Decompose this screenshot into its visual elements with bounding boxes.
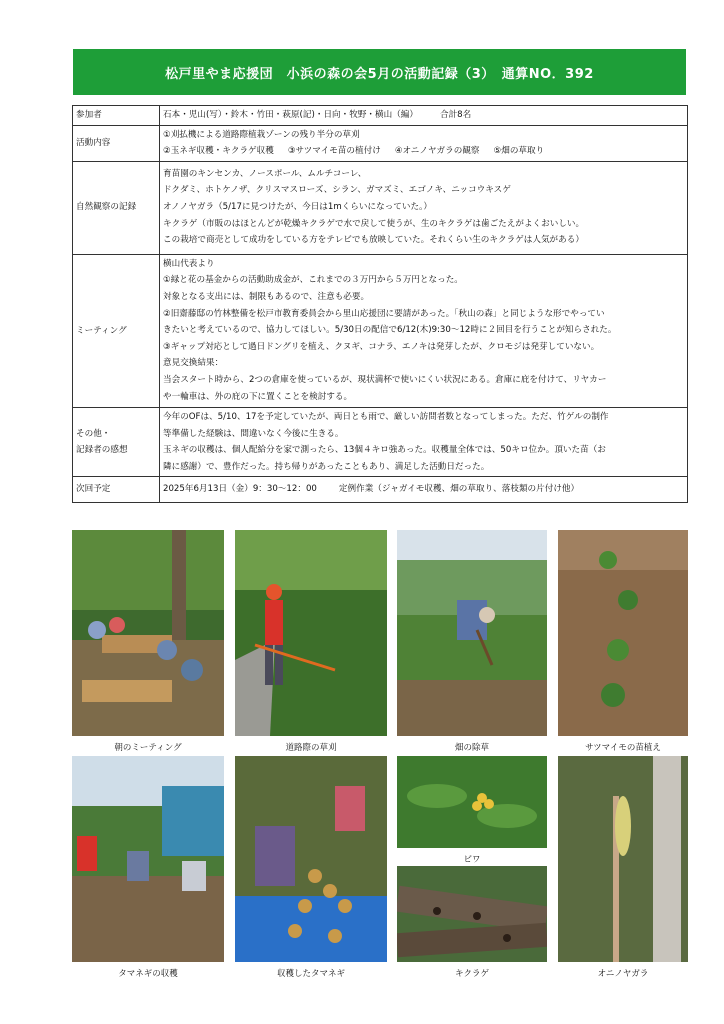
meeting-line: や一輪車は、外の庇の下に置くことを検討する。 [163, 391, 353, 402]
participants-label: 参加者 [73, 106, 160, 126]
other-row [73, 408, 688, 477]
meeting-label: ミーティング [73, 254, 160, 407]
nature-line: キクラゲ（市販のはほとんどが乾燥キクラゲで水で戻して使うが、生のキクラゲは歯ごたえがよくおいしい。 [163, 218, 585, 229]
nature-line: オノノヤガラ（5/17に見つけたが、今日は1mくらいになっていた。） [163, 201, 432, 212]
activities-row [73, 125, 688, 161]
photo-morning-meeting [72, 530, 224, 736]
photo-caption: 畑の除草 [454, 743, 489, 753]
photo-field-weeding [397, 530, 547, 736]
activity-item-4: ④オニノヤガラの観察 [394, 146, 480, 157]
photo-caption: ビワ [463, 855, 481, 865]
activity-item-5: ⑤畑の草取り [493, 146, 545, 157]
activity-item-3: ③サツマイモ苗の植付け [287, 146, 381, 157]
meeting-line: きたいと考えているので、協力してほしい。5/30日の配信で6/12(木)9:30～12時に２回目を行うことが知らされた。 [163, 325, 617, 336]
photo-caption: 朝のミーティング [114, 743, 182, 753]
other-line: 隣に感謝）で、豊作だった。持ち帰りがあったこともあり、満足した活動日だった。 [163, 461, 490, 472]
meeting-line: ③ギャップ対応として過日ドングリを植え、クヌギ、コナラ、エノキは発芽したが、クロモジは発芽していない。 [163, 341, 600, 352]
activities-label: 活動内容 [73, 125, 160, 161]
other-line: 等準備した経験は、間違いなく今後に生きる。 [163, 428, 344, 439]
recorder-impressions-label: 記録者の感想 [76, 445, 128, 456]
photo-loquat [397, 756, 547, 848]
meeting-line: 横山代表より [163, 258, 215, 269]
photo-onino-yagara [558, 756, 688, 962]
photo-kikurage [397, 866, 547, 962]
page-title: 松戸里やま応援団 小浜の森の会5月の活動記録（3） 通算NO．392 [165, 66, 594, 82]
photo-caption: 道路際の草刈 [285, 743, 337, 753]
photo-roadside-mowing [235, 530, 387, 736]
nature-line: 育苗園のキンセンカ、ノースポール、ムルチコーレ、 [163, 168, 367, 179]
next-schedule-label: 次回予定 [73, 477, 160, 503]
other-line: 今年のOFは、5/10、17を予定していたが、両日とも雨で、厳しい訪問者数となってしまった。ただ、竹ゲルの制作 [163, 412, 609, 423]
participants-names: 石本・児山(写）・鈴木・竹田・萩原(記)・日向・牧野・横山（編） [163, 110, 418, 120]
page-title-banner [73, 49, 686, 95]
nature-line: ドクダミ、ホトケノザ、クリスマスローズ、シラン、ガマズミ、エゴノキ、ニッコウキスゲ [163, 185, 511, 196]
activity-record-table [72, 105, 688, 503]
other-line: 玉ネギの収穫は、個人配給分を家で測ったら、13個４キロ強あった。収穫量全体では、50キロ位か。頂いた苗（お [163, 445, 606, 456]
next-schedule-date: 2025年6月13日（金）9：30～12：00 [163, 484, 317, 495]
meeting-line: ①緑と花の基金からの活動助成金が、これまでの３万円から５万円となった。 [163, 275, 463, 286]
nature-line: この栽培で商売として成功をしている方をテレビでも放映していた。それくらい生のキクラゲは人気がある） [163, 235, 584, 246]
photo-harvested-onions [235, 756, 387, 962]
next-schedule-row [73, 477, 688, 503]
meeting-row [73, 254, 688, 407]
nature-row [73, 161, 688, 254]
photo-sweet-potato-planting [558, 530, 688, 736]
photo-caption: キクラゲ [454, 969, 489, 979]
photo-caption: オニノヤガラ [597, 969, 649, 979]
photo-caption: 収穫したタマネギ [276, 969, 345, 979]
photo-caption: タマネギの収穫 [118, 969, 178, 979]
participants-total: 合計8名 [439, 110, 472, 120]
activity-item-1: ①刈払機による道路際植栽ゾーンの残り半分の草刈 [163, 129, 360, 140]
activity-item-2: ②玉ネギ収穫・キクラゲ収穫 [163, 146, 274, 157]
meeting-line: 当会スタート時から、2つの倉庫を使っているが、現状満杯で使いにくい状況にある。倉庫に庇を付けて、リヤカー [163, 374, 607, 385]
meeting-line: ②旧齋藤邸の竹林整備を松戸市教育委員会から里山応援団に要請があった。「秋山の森」と同じような形でやってい [163, 308, 605, 319]
nature-label: 自然観察の記録 [73, 161, 160, 254]
meeting-line: 意見交換結果： [163, 358, 224, 369]
participants-row [73, 106, 688, 126]
meeting-line: 対象となる支出には、制限もあるので、注意も必要。 [163, 291, 370, 302]
photo-caption: サツマイモの苗植え [585, 743, 661, 753]
next-schedule-work: 定例作業（ジャガイモ収穫、畑の草取り、落枝類の片付け他） [338, 484, 580, 495]
other-label: その他・ [76, 428, 111, 439]
photo-onion-harvest [72, 756, 224, 962]
